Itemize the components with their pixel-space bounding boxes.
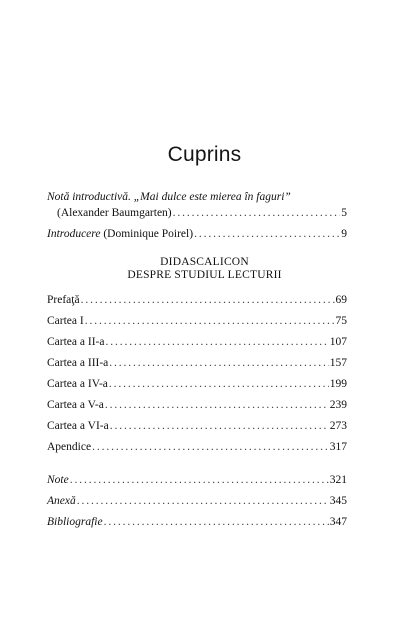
section-heading-line2: DESPRE STUDIUL LECTURII (127, 269, 282, 281)
toc-entry-label: Cartea a VI-a (47, 420, 109, 432)
toc-entry-label: Cartea a V-a (47, 399, 104, 411)
toc-leader-dots (92, 440, 329, 454)
toc-entry-label: Prefaţă (47, 294, 80, 306)
toc-entry-label: Cartea a III-a (47, 357, 109, 369)
toc-entry-page: 347 (329, 516, 347, 528)
toc-entry-label: Notă introductivă. „Mai dulce este mierea în faguri” (47, 191, 291, 203)
toc-leader-dots (109, 356, 328, 370)
toc-entry-nota (57, 206, 347, 220)
toc-entry-page: 5 (341, 207, 347, 219)
toc-entry-cartea-6 (47, 419, 347, 433)
toc-entry-page: 273 (329, 420, 347, 432)
toc-entry-cartea-3 (47, 356, 347, 370)
section-heading-line1: DIDASCALICON (160, 256, 249, 268)
toc-leader-dots (105, 335, 328, 349)
toc-entry-page: 107 (329, 336, 347, 348)
toc-entry-bibliografie (47, 515, 347, 529)
toc-entry-page: 9 (341, 228, 347, 240)
toc-leader-dots (104, 515, 329, 529)
toc-entry-note (47, 473, 347, 487)
toc-entry-introducere (47, 227, 347, 241)
toc-entry-label: Cartea a II-a (47, 336, 105, 348)
toc-entry-label: Bibliografie (47, 516, 103, 528)
toc-entry-page: 69 (335, 294, 347, 306)
toc-entry-label: (Alexander Baumgarten) (57, 207, 172, 219)
toc-entry-apendice (47, 440, 347, 454)
toc-entry-label-italic: Introducere (47, 228, 101, 240)
toc-leader-dots (194, 227, 340, 241)
toc-leader-dots (85, 314, 335, 328)
toc-entry-prefata (47, 293, 347, 307)
page-title: Cuprins (167, 143, 242, 166)
toc-entry-label: Cartea I (47, 315, 84, 327)
toc-entry-page: 321 (329, 474, 347, 486)
toc-leader-dots (81, 293, 335, 307)
toc-entry-label (47, 227, 193, 241)
toc-entry-cartea-1 (47, 314, 347, 328)
toc-entry-label: Anexă (47, 495, 76, 507)
toc-entry-page: 199 (329, 378, 347, 390)
toc-entry-label: Apendice (47, 441, 92, 453)
toc-entry-label: Cartea a IV-a (47, 378, 108, 390)
toc-entry-cartea-5 (47, 398, 347, 412)
toc-entry-anexa (47, 494, 347, 508)
toc-leader-dots (77, 494, 329, 508)
toc-leader-dots (70, 473, 329, 487)
toc-leader-dots (173, 206, 341, 220)
toc-entry-page: 239 (329, 399, 347, 411)
toc-entry-page: 75 (335, 315, 347, 327)
toc-entry-page: 157 (329, 357, 347, 369)
toc-entry-label-rest: (Dominique Poirel) (100, 228, 194, 240)
toc-entry-page: 345 (329, 495, 347, 507)
toc-entry-cartea-2 (47, 335, 347, 349)
toc-entry-page: 317 (329, 441, 347, 453)
toc-leader-dots (109, 377, 329, 391)
toc-entry-cartea-4 (47, 377, 347, 391)
toc-entry-nota-line1 (47, 190, 291, 204)
toc-leader-dots (105, 398, 329, 412)
toc-leader-dots (110, 419, 329, 433)
toc-entry-label: Note (47, 474, 69, 486)
